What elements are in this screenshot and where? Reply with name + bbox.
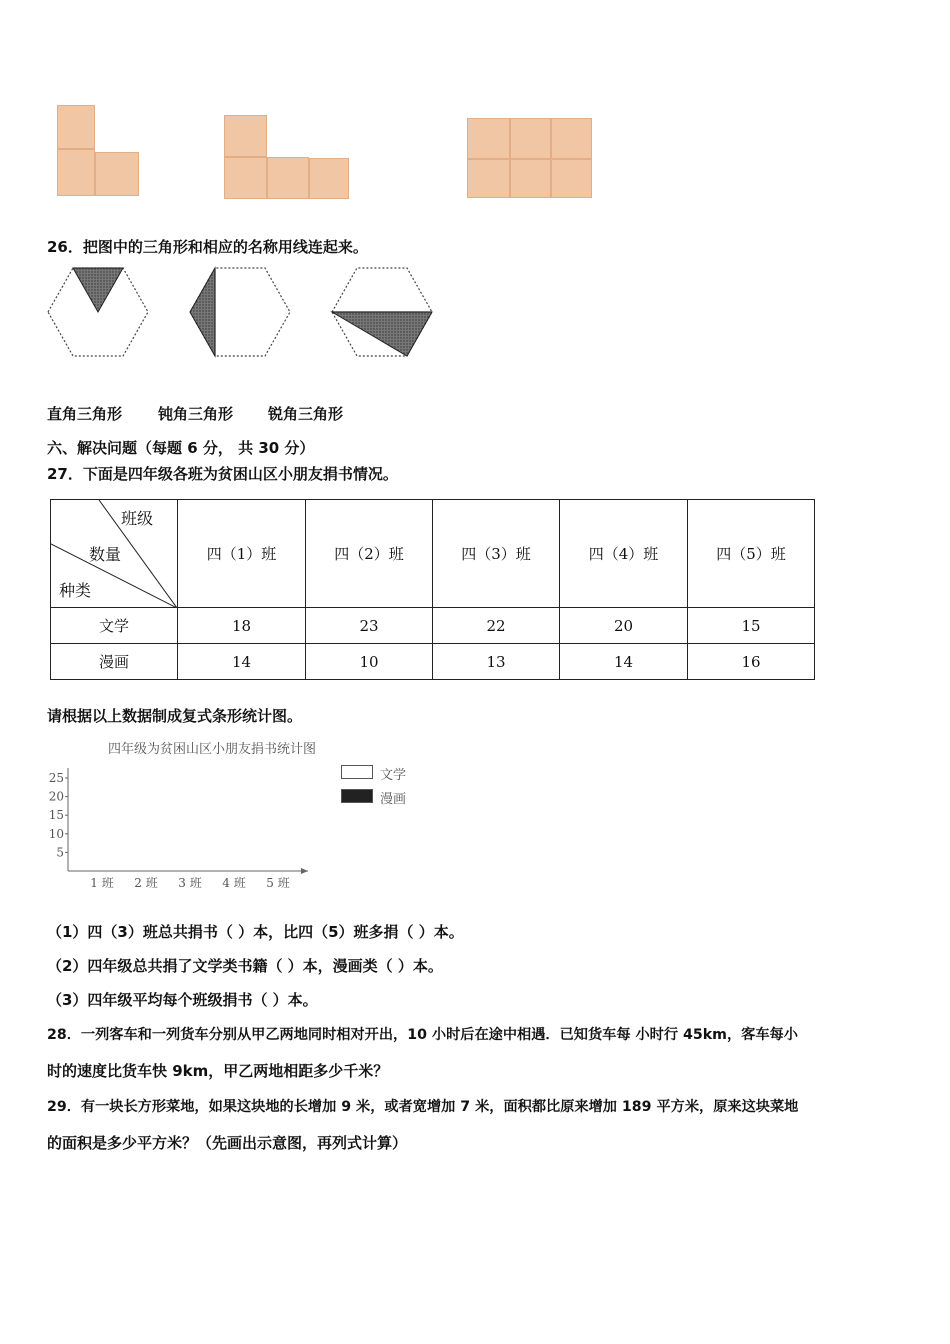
chart-axes [68,768,308,874]
bar-chart [40,760,320,890]
x-tick-label: 5 班 [266,876,290,890]
table-cell: 18 [178,608,306,644]
sub-question-2: （2）四年级总共捐了文学类书籍（ ）本，漫画类（ ）本。 [47,957,443,975]
table-cell: 22 [433,608,560,644]
square [551,118,592,159]
square [309,158,349,199]
y-tick-label: 20 [48,789,64,804]
question-26: 26．把图中的三角形和相应的名称用线连起来。 [47,238,368,256]
square [267,157,309,199]
square [551,159,592,198]
table-row [51,644,815,680]
x-tick-label: 3 班 [178,876,202,890]
legend-swatch-literature [341,765,373,779]
row-label: 漫画 [51,644,178,680]
y-tick-label: 10 [48,826,64,841]
square [95,152,139,196]
triangle-name-obtuse: 钝角三角形 [158,405,234,423]
square [57,105,95,149]
hexagon-acute-triangle [48,268,148,356]
table-cell: 10 [306,644,433,680]
square [57,149,95,196]
square [510,118,551,159]
chart-title: 四年级为贫困山区小朋友捐书统计图 [108,742,317,757]
x-tick-label: 4 班 [222,876,246,890]
hexagon-right-triangle [190,268,290,356]
table-header: 四（4）班 [560,500,688,608]
corner-label-class: 班级 [121,509,154,528]
corner-label-quantity: 数量 [89,545,122,564]
table-header: 四（1）班 [178,500,306,608]
chart-instruction: 请根据以上数据制成复式条形统计图。 [47,707,303,725]
table-header: 四（3）班 [433,500,560,608]
triangle-name-right: 直角三角形 [47,405,123,423]
table-header: 四（2）班 [306,500,433,608]
hexagon-obtuse-triangle [332,268,432,356]
table-cell: 15 [688,608,815,644]
square [510,159,551,198]
table-cell: 23 [306,608,433,644]
legend-label-literature: 文学 [380,768,407,783]
y-axis-ticks [49,771,68,859]
question-28-line-1: 28．一列客车和一列货车分别从甲乙两地同时相对开出，10 小时后在途中相遇．已知货车每 小时行 45km，客车每小 [47,1027,798,1043]
table-header: 四（5）班 [688,500,815,608]
table-corner-cell [51,500,178,608]
legend-label-comics: 漫画 [380,792,407,807]
y-tick-label: 15 [48,808,64,823]
x-axis-arrow [301,868,308,874]
section-6-title: 六、解决问题（每题 6 分， 共 30 分） [47,439,315,457]
square [467,159,510,198]
table-cell: 14 [178,644,306,680]
x-axis-ticks [90,875,289,890]
question-27: 27．下面是四年级各班为贫困山区小朋友捐书情况。 [47,465,398,483]
corner-label-type: 种类 [59,581,92,600]
square [224,115,267,157]
table-cell: 20 [560,608,688,644]
table-cell: 13 [433,644,560,680]
question-29-line-1: 29．有一块长方形菜地，如果这块地的长增加 9 米，或者宽增加 7 米，面积都比原来增加 189 平方米，原来这块菜地 [47,1099,799,1115]
question-29-line-2: 的面积是多少平方米？（先画出示意图，再列式计算） [47,1134,408,1152]
sub-question-1: （1）四（3）班总共捐书（ ）本，比四（5）班多捐（ ）本。 [47,923,464,941]
square [467,118,510,159]
table-cell: 14 [560,644,688,680]
question-28-line-2: 时的速度比货车快 9km，甲乙两地相距多少千米？ [47,1062,389,1080]
table-row [51,608,815,644]
triangle-name-acute: 锐角三角形 [268,405,344,423]
y-tick-label: 25 [48,771,64,785]
row-label: 文学 [51,608,178,644]
y-tick-label: 5 [56,845,64,860]
table-cell: 16 [688,644,815,680]
legend-swatch-comics [341,789,373,803]
x-tick-label: 1 班 [90,876,114,890]
donation-table [50,499,815,680]
hexagon-triangle-figures [40,262,440,362]
x-tick-label: 2 班 [134,876,158,890]
square [224,157,267,199]
sub-question-3: （3）四年级平均每个班级捐书（ ）本。 [47,991,318,1009]
